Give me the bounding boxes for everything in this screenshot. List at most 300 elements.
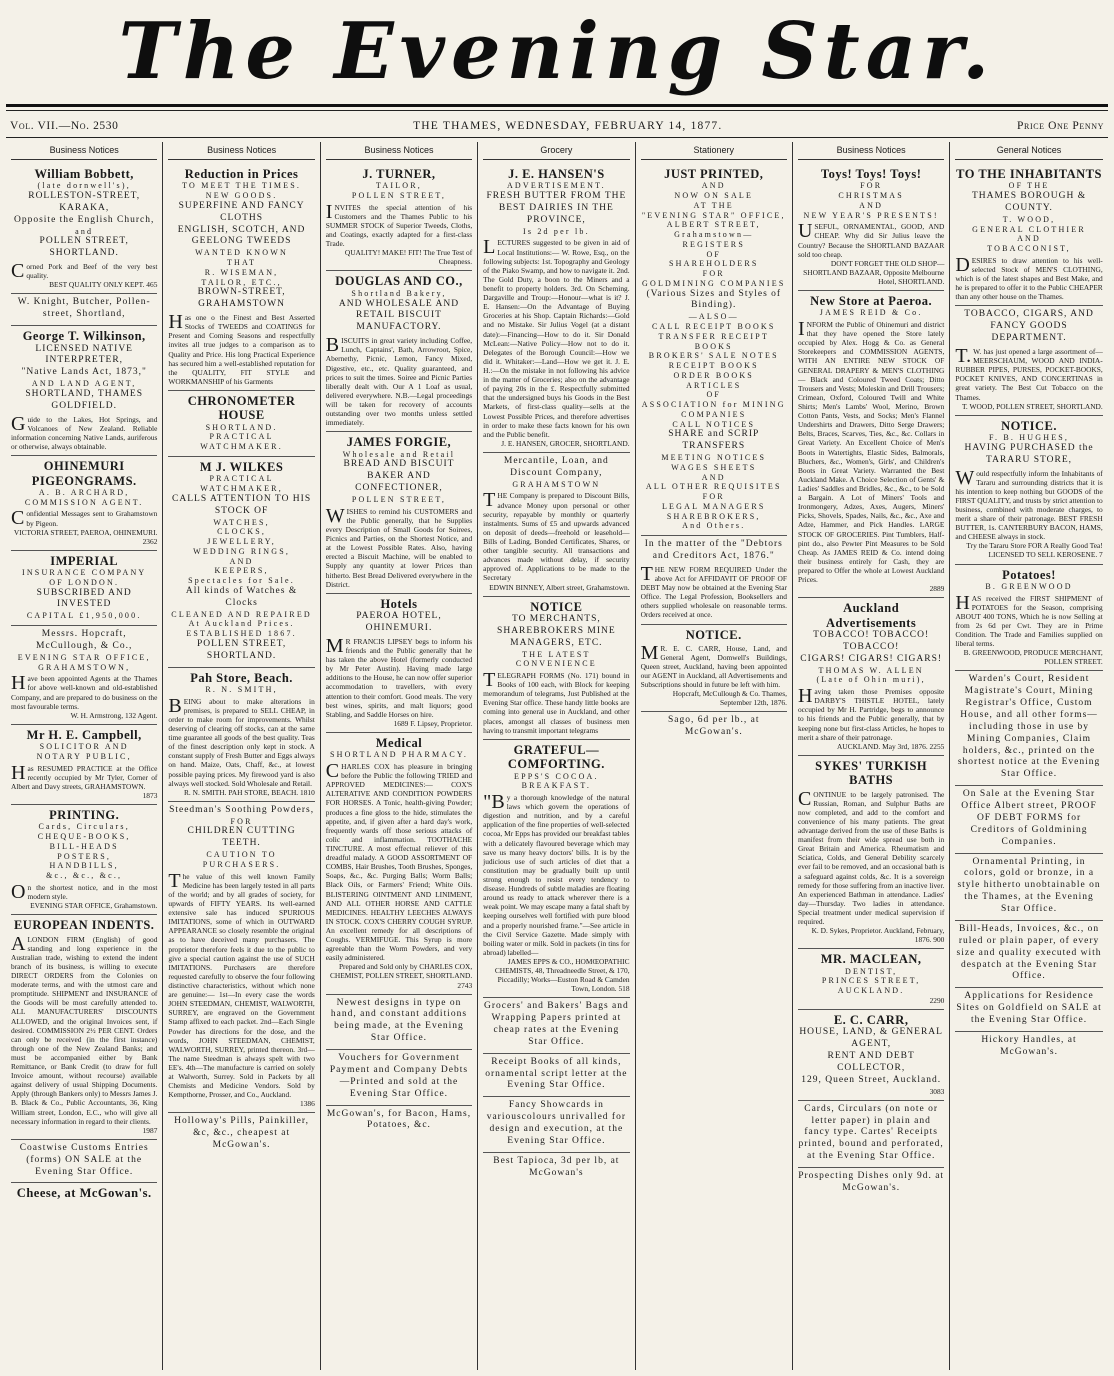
- ad-line: SUPERFINE AND FANCY CLOTHS: [178, 200, 305, 223]
- advertisement: [11, 456, 157, 551]
- ad-title: Reduction in Prices: [184, 166, 299, 181]
- column-1: [6, 142, 163, 1370]
- dateline: [10, 118, 1104, 134]
- ad-title: EUROPEAN INDENTS.: [13, 918, 155, 933]
- ad-title: Applications for Residence Sites on Goldfield on SALE at the Evening Star Office.: [956, 991, 1102, 1026]
- ad-title: Potatoes!: [1002, 567, 1056, 582]
- ad-footer: 1689 F. Lipsey, Proprietor.: [393, 718, 473, 728]
- column-heading: Business Notices: [326, 142, 472, 160]
- ad-line: ORDER BOOKS: [673, 370, 754, 380]
- ad-title: Newest designs in type on hand, and constant additions being made, at the Evening Star Office.: [330, 997, 468, 1044]
- ad-body: T.W. has just opened a large assortment of— MEERSCHAUM, WOOD AND INDIA-RUBBER PIPES, PURSES, POCKET-BOOKS, POCKET KNIVES, AND CONCERTINAS in great variety. The Best Cut Tobacco on the Thames.: [955, 345, 1103, 402]
- ad-line: AT THE: [693, 200, 734, 210]
- ad-line: SOLICITOR AND: [39, 742, 129, 752]
- ad-line: SHAREBROKERS,: [666, 511, 761, 521]
- ad-line: SHAREHOLDERS: [668, 259, 759, 269]
- ad-line: SHARE and SCRIP TRANSFERS: [668, 429, 760, 452]
- ad-line: Opposite the English Church,: [13, 214, 155, 225]
- ad-title: Cards, Circulars (on note or letter paper) in plain and fancy type. Cartes' Receipts printed, bound and perforated, at the Evening Star Office.: [798, 1103, 944, 1162]
- advertisement: [11, 1140, 157, 1184]
- advertisement: [483, 453, 629, 597]
- advertisement: [11, 626, 157, 725]
- ad-footer: Prepared and Sold only by CHARLES COX, CHEMIST, POLLEN STREET, SHORTLAND. 2743: [330, 962, 473, 990]
- advertisement: [11, 164, 157, 295]
- ad-title: OHINEMURI PIGEONGRAMS.: [31, 459, 137, 488]
- ad-title: Grocers' and Bakers' Bags and Wrapping Papers printed at cheap rates at the Evening Star Office.: [483, 1001, 629, 1047]
- column-heading: Stationery: [641, 142, 787, 160]
- ad-title: M J. WILKES: [199, 459, 284, 474]
- ad-title: Auckland Advertisements: [825, 601, 917, 630]
- ad-line: AND: [1017, 234, 1041, 244]
- ad-footer: Try the Tararu Store FOR A Really Good Tea! LICENSED TO SELL KEROSENE. 7: [966, 541, 1103, 560]
- ad-title: Pah Store, Beach.: [190, 670, 293, 685]
- ad-body: MR. E. C. CARR, House, Land, and General Agent, Domwell's Buildings, Queen street, Auckland, having been appointed our AGENT in Auckland, all Advertisements and Subscriptions should in future be left with him.: [640, 641, 787, 690]
- ad-line: LEGAL MANAGERS: [661, 501, 766, 511]
- ad-footer: 1386: [300, 1099, 315, 1109]
- ad-line: OF LONDON.: [49, 577, 120, 587]
- ad-title: DOUGLAS AND CO.,: [335, 274, 463, 289]
- ad-footer: AUCKLAND. May 3rd, 1876. 2255: [836, 741, 945, 751]
- advertisement: [326, 1050, 472, 1106]
- advertisement: [326, 164, 472, 271]
- ad-line: TOBACCONIST,: [987, 244, 1071, 254]
- ad-title: TOBACCO, CIGARS, AND FANCY GOODS DEPARTMENT.: [964, 309, 1094, 344]
- ad-title: Medical: [375, 735, 423, 750]
- ad-line: "Native Lands Act, 1873,": [21, 367, 147, 378]
- advertisement: [326, 271, 472, 432]
- advertisement: [955, 786, 1102, 853]
- ad-line: BROWN-STREET, GRAHAMSTOWN: [197, 287, 286, 310]
- advertisement: [326, 1106, 472, 1137]
- advertisement: [11, 294, 157, 326]
- ad-line: T. WOOD,: [1002, 214, 1056, 224]
- advertisement: [798, 1168, 944, 1199]
- ad-line: Spectacles for Sale.: [188, 576, 296, 586]
- ad-line: RENT AND DEBT COLLECTOR,: [827, 1051, 915, 1073]
- ad-line: Cards, Circulars,: [38, 822, 130, 832]
- ad-body: CONTINUE to be largely patronised. The Russian, Roman, and Sulphur Baths are now completed, and add to the comfort and convenience of his many patients. The great advantage derived from the use of these Baths is manifest from their wide spread use both in Great Britain and America. Rheumatism and Sciatica, Colds, and General Debility scarcely ever fail to be removed, and an occasional bath is a safeguard against colds, &c. It is a sovereign remedy for those suffering from an inactive liver. An experienced Bathman in attendance. Ladies' day—Thursday. Two ladies in attendance. Special treatment under medical supervision if required.: [797, 787, 945, 927]
- ad-line: INSURANCE COMPANY: [21, 568, 147, 578]
- ad-line: B. GREENWOOD: [985, 581, 1073, 591]
- advertisement: [483, 1054, 629, 1098]
- ad-body: Guide to the Lakes, Hot Springs, and Volcanoes of New Zealand. Reliable information concerning Native Lands, auriferous or otherwise, always obtainable.: [11, 412, 158, 452]
- ad-line: ENGLISH, SCOTCH, AND GEELONG TWEEDS: [177, 224, 306, 247]
- advertisement: [641, 625, 787, 713]
- ad-footer: T. WOOD, POLLEN STREET, SHORTLAND.: [961, 401, 1103, 411]
- ad-body: INFORM the Public of Ohinemuri and district that they have opened the Store lately occupied by Alex. Hogg & Co. as General Storekeepers and COMMISSION AGENTS, WITH AN ENTIRE NEW STOCK OF GENERAL DRAPERY & MEN'S CLOTHING— Black and Coloured Tweed Coats; Ditto Trousers and Vests; Moleskin and Drill Trousers; Crimean, Oxford, Coloured Twill and White Shirts; Men's Lambs' Wool, Merino, Brown Cotton Pants, Vests, and Socks; Men's Flannel Undershirts and Drawers, Ditto Serge Drawers; Belts, Braces, Scarves, Ties, &c., &c. Collars in Great Variety. An Excellent Choice of Men's Boots in Watertights, Elastic Sides, Balmorals, Bluchers, &c., Women's, Girls', and Children's Boots in Great Variety. Warranted the Best Auckland Make. A Choice Selection of Gents' & Ladies' Saddles and Bridles, &c., &c., to be Sold a Bargain. A Lot of Miners' Tools and Ironmongery, Adzes, Axes, Augers, Miners' Picks, Shovels, Spades, Nails, &c., &c., Axe and Adze, Hammer, and Pick Handles. LARGE STOCK OF GROCERIES. Pint Tumblers, Half-pint do., also Pewter Pint Measures to be Sold Cheap. As JAMES REID & Co. intend doing their business entirely for Cash, they are prepared to Offer the whole at Lowest Auckland Prices.: [797, 318, 945, 585]
- ad-title: Prospecting Dishes only 9d. at McGowan's.: [798, 1171, 945, 1193]
- ad-line: SHORTLAND.: [205, 422, 278, 432]
- ad-body: The value of this well known Family Medicine has been largely tested in all parts of the world; and by all grades of society, for upwards of FIFTY YEARS. Its well-earned extensive sale has induced SPURIOUS IMITATIONS, some of which in OUTWARD APPEARANCE so closely resemble the original as to have deceived many purchasers. The proprietor therefore feels it due to the public to give a special caution against the use of SUCH IMITATIONS. Purchasers are therefore requested carefully to observe the four following distinctive characteristics, without which none are genuine:— 1st—In every case the words JOHN STEEDMAN, CHEMIST, WALWORTH, SURREY, are engraved on the Government Stamp affixed to each packet. 2nd—Each Single Powder has directions for the dose, and the words, JOHN STEEDMAN, CHEMIST, WALWORTH, SURREY, printed thereon. 3rd—The name Steedman is always spelt with two EE's. 4th—The manufacture is carried on solely at Walworth, Surrey. Sold in Packets by all Chemists and Medicine Vendors. Sold by Kempthorne, Prosser, and Co., Auckland.: [168, 869, 315, 1100]
- ad-line: FRESH BUTTER FROM THE BEST DAIRIES IN THE PROVINCE,: [486, 191, 627, 225]
- ad-title: PRINTING.: [49, 808, 120, 823]
- ad-title: JAMES FORGIE,: [346, 435, 452, 450]
- ad-body: LECTURES suggested to be given in aid of Local Institutions:— W. Rowe, Esq., on the following subjects: 1st. Topography and Geology of the Piako Swamp, and how to navigate it. 2nd. The Gold Duty, a boon to the Miners and a benefit to property holders. 3rd. On Scheming. Dargaville and Troup:—Honour—what is it? J. E. Hansen:—On the Advantage of Buying Groceries at his Shop. Captain Richards:—Gold and no Mistake. Sir Julius Vogel (at a distant date):—Financing—How to do it. Sir Donald McLean:—Native Policy—How not to do it. Delegates of the Borough Council:—How we did it. Whitaker:—Land—How we get it. J. E. H.:—On the mistake in not following his advice in the matter of Groceries; also on the advantage of paying 20s in the £. Respectfully submitted that the undersigned buys his Goods in the Best Markets, of first-class quality—sells at the Lowest Possible Prices, and therefore advertises in order to make these facts known for his own and the Public benefit.: [483, 236, 630, 439]
- ad-title: GRATEFUL—COMFORTING.: [507, 742, 605, 772]
- advertisement: [326, 733, 472, 995]
- ad-footer: B. GREENWOOD, PRODUCE MERCHANT, POLLEN STREET.: [963, 648, 1103, 667]
- ad-title: NOTICE.: [685, 627, 742, 642]
- ad-line: EVENING STAR OFFICE,: [17, 652, 151, 662]
- ad-line: BROKERS' SALE NOTES: [648, 351, 779, 361]
- ad-footer: 1987: [142, 1125, 158, 1135]
- advertisement: [483, 164, 629, 453]
- advertisement: [955, 988, 1102, 1032]
- ad-line: OF THE: [1008, 181, 1050, 191]
- ad-line: BREAD AND BISCUIT BAKER AND CONFECTIONER,: [343, 459, 455, 494]
- ad-body: BEING about to make alterations in premises, is prepared to SELL CHEAP, in order to make room for improvements. Whilst deserving of clearing off stocks, can at the same time guarantee all goods of the best quality. Teas of the finest description only kept in stock. A constant supply of Fresh Butter and Eggs always on hand. Maize, Oats, Chaff, &c., at lowest possible paying prices. My firewood yard is also always well stocked. Sold Wholesale and Retail.: [168, 694, 315, 788]
- column-heading: Business Notices: [11, 142, 157, 160]
- ad-line: WATCHMAKER.: [200, 442, 283, 452]
- ad-line: OF: [706, 390, 722, 400]
- ad-body: THE Company is prepared to Discount Bills, advance Money upon personal or other security, repayable by monthly or quarterly instalments. Sums of £5 and upwards advanced on deposit of deeds—freehold or leasehold—Bills of Lading, Bonded Certificates, Shares, or other tangible security. All transactions and advances made without delay, if security approved of. Applications to be made to the Secretary: [483, 489, 630, 583]
- advertisement: [798, 949, 944, 1010]
- advertisement: [798, 756, 944, 949]
- ad-body: WISHES to remind his CUSTOMERS and the Public generally, that he Supplies every Description of Small Goods for Soirees, Picnics and Parties, on the Shortest Notice, and at the Lowest Possible Rates. Also, having erected a Biscuit Machine, will be enabled to Supply any quantity at lower Prices than hitherto. Best Bread Delivered everywhere in the District.: [325, 504, 473, 589]
- advertisement: [483, 1097, 629, 1153]
- ad-title: Steedman's Soothing Powders,: [169, 804, 315, 815]
- advertisement: [955, 921, 1102, 988]
- ad-title: Cheese, at McGowan's.: [16, 1186, 152, 1201]
- ad-title: Sago, 6d per lb., at McGowan's.: [668, 715, 760, 738]
- advertisement: [326, 432, 472, 593]
- ad-title: Toys! Toys! Toys!: [820, 166, 922, 181]
- ad-line: BREAKFAST.: [521, 781, 592, 791]
- ad-line: TAILOR, ETC.,: [201, 277, 282, 287]
- ad-line: THOMAS W. ALLEN: [818, 665, 924, 675]
- ad-title: On Sale at the Evening Star Office Albert street, PROOF OF DEBT FORMS for Creditors of Goldmining Companies.: [961, 789, 1097, 847]
- ad-title: NOTICE: [530, 599, 583, 614]
- ad-line: WAGES SHEETS: [671, 462, 757, 472]
- ad-title: Holloway's Pills, Painkiller, &c, &c., cheapest at McGowan's.: [174, 1116, 309, 1151]
- advertisement: [11, 551, 157, 626]
- advertisement: [483, 1153, 629, 1184]
- ad-line: COMMISSION AGENT.: [24, 497, 144, 507]
- ad-body: On the shortest notice, and in the most modern style.: [11, 880, 158, 903]
- advertisement: [168, 391, 314, 457]
- ad-line: ARTICLES: [686, 380, 742, 390]
- ad-body: Have been appointed Agents at the Thames for above well-known and old-established Company, and are prepared to do business on the most favourable terms.: [11, 672, 158, 711]
- ad-line: AUCKLAND.: [837, 986, 905, 996]
- ad-body: CHARLES COX has pleasure in bringing before the Public the following TRIED and APPROVED MEDICINES:— COX'S ALTERATIVE AND CONDITION POWDERS FOR HORSES. A Tonic, health-giving Powder; produces a fine gloss to the hide, stimulates the appetite, and, if given after a hard day's work, frequently wards off those serious attacks of colic and inflammation. TOOTHACHE TINCTURE. A most effectual reliever of this dreadful malady. A GOOD ASSORTMENT OF COMBS, Hair Brushes, Tooth Brushes, Sponges, Soaps, &c., &c. Purging Balls; Worm Balls; Black Oils, or Farmers' Friend; White Oils. BLISTERING OINTMENT AND LINIMENT, AND ALL OTHER HORSE AND CATTLE MEDICINES. HEALTHY LEECHES ALWAYS IN STOCK. COX'S CHERRY COUGH SYRUP. An excellent remedy for all descriptions of Coughs. VERMIFUGE. This Syrup is more agreeable than the Worm Powders, and very easily administered.: [325, 760, 473, 963]
- ad-footer: 2290: [929, 995, 945, 1005]
- ad-footer: 2889: [929, 584, 945, 594]
- ad-title: McGowan's, for Bacon, Hams, Potatoes, &c.: [326, 1108, 472, 1131]
- ad-line: ADVERTISEMENT.: [506, 181, 606, 191]
- ad-footer: EVENING STAR OFFICE, Grahamstown.: [30, 901, 158, 911]
- column-6: [793, 142, 950, 1370]
- column-heading: Grocery: [483, 142, 629, 160]
- ad-line: &c., &c., &c.,: [46, 871, 123, 881]
- ad-title: JUST PRINTED,: [664, 166, 764, 181]
- ad-body: Confidential Messages sent to Grahamstown by Pigeon.: [11, 507, 158, 530]
- ad-title: W. Knight, Butcher, Pollen-street, Shortland,: [17, 297, 151, 320]
- column-heading: Business Notices: [798, 142, 944, 160]
- ad-title: MR. MACLEAN,: [820, 952, 922, 967]
- ad-line: All kinds of Watches & Clocks: [185, 585, 298, 608]
- ad-line: LICENSED NATIVE INTERPRETER,: [35, 343, 133, 366]
- ad-line: TAILOR,: [375, 181, 423, 191]
- ad-line: PRACTICAL: [209, 432, 274, 442]
- ad-line: WEDDING RINGS,: [193, 546, 291, 556]
- ad-title: Warden's Court, Resident Magistrate's Court, Mining Registrar's Office, Custom House, and all other forms—including those in use by Mining Companies, Claim holders, &c., printed on the shortest notice at the Evening Star Office.: [957, 674, 1101, 780]
- advertisement: [168, 802, 314, 1114]
- column-heading: General Notices: [955, 142, 1102, 160]
- ad-line: POLLEN STREET, SHORTLAND.: [196, 638, 287, 661]
- ad-line: FOR: [702, 269, 725, 279]
- advertisement: [798, 1101, 944, 1168]
- ad-footer: W. H. Armstrong, 132 Agent.: [70, 710, 158, 720]
- ad-line: ALL OTHER REQUISITES: [645, 482, 782, 492]
- ad-line: (late dornwell's),: [37, 181, 131, 191]
- ad-line: AND: [701, 472, 726, 482]
- ad-title: Vouchers for Government Payment and Company Debts—Printed and sold at the Evening Star Office.: [329, 1053, 469, 1099]
- ad-body: INVITES the special attention of his Customers and the Thames Public to his SUMMER STOCK of Superior Tweeds, Cloths, and Coatings, exactly adapted for a first-class Trade.: [325, 200, 473, 249]
- ad-line: AND LAND AGENT,: [31, 379, 137, 389]
- ad-line: ROLLESTON-STREET, KARAKA,: [28, 191, 141, 213]
- ad-line: BILL-HEADS: [49, 841, 119, 851]
- ad-line: Shortland Bakery,: [351, 288, 447, 298]
- ad-line: THE LATEST CONVENIENCE: [515, 649, 597, 669]
- ad-body: Having taken those Premises opposite DARBY'S THISTLE HOTEL, lately occupied by Mr H. Partridge, begs to announce to his friends and the Public generally, that by keeping none but first-class Articles, he hopes to merit a share of their patronage.: [797, 685, 945, 742]
- ad-line: Wholesale and Retail: [342, 449, 456, 459]
- ad-line: DENTIST,: [844, 966, 898, 976]
- ad-line: WATCHES,: [213, 517, 270, 527]
- column-2: [163, 142, 320, 1370]
- ad-title: Coastwise Customs Entries (forms) ON SALE at the Evening Star Office.: [19, 1142, 149, 1177]
- ad-line: GOLDMINING COMPANIES: [642, 278, 786, 288]
- ad-line: KEEPERS,: [214, 566, 269, 576]
- ad-footer: QUALITY! MAKE! FIT! The True Test of Cheapness.: [344, 248, 473, 267]
- ad-line: CHRISTMAS: [838, 191, 904, 201]
- ad-line: TOBACCO! TOBACCO! TOBACCO!: [813, 629, 930, 652]
- ad-footer: JAMES EPPS & CO., HOMŒOPATHIC CHEMISTS, 48, Threadneedle Street, & 170, Piccadilly; Works—Euston Road & Camden Town, London. 518: [494, 957, 630, 994]
- advertisement: [326, 995, 472, 1051]
- ad-footer: BEST QUALITY ONLY KEPT. 465: [49, 280, 158, 290]
- ad-title: Mr H. E. Campbell,: [26, 727, 142, 742]
- ad-line: A. B. ARCHARD,: [38, 487, 130, 497]
- ad-line: EPPS'S COCOA.: [514, 771, 599, 781]
- ad-title: George T. Wilkinson,: [22, 329, 146, 344]
- column-3: [321, 142, 478, 1370]
- ad-body: BISCUITS in great variety including Coffee, Lunch, Captains', Bath, Arrowroot, Spice, Abernethy, Picnic, Lemon, Fancy Mixed, Digestive, etc., etc. Quality guaranteed, and prices to suit the times. Soiree and Picnic Parties liberally dealt with. Our A 1 Loaf as usual, delivered everywhere. N.B.—Legal proceedings will be taken for recovery of accounts outstanding over two months unless settled immediately.: [325, 334, 473, 428]
- ad-footer: J. E. HANSEN, GROCER, SHORTLAND.: [501, 438, 630, 448]
- ad-line: POSTERS,: [57, 851, 112, 861]
- advertisement: [798, 598, 944, 756]
- ad-line: FOR: [702, 492, 725, 502]
- ad-line: GRAHAMSTOWN,: [38, 662, 131, 672]
- ad-title: Hickory Handles, at McGowan's.: [981, 1034, 1077, 1057]
- ad-title: Receipt Books of all kinds, ornamental script letter at the Evening Star Office.: [485, 1056, 628, 1091]
- ad-line: HAVING PURCHASED the TARARU STORE,: [964, 442, 1094, 465]
- advertisement: [955, 565, 1102, 672]
- ad-line: —ALSO—: [688, 312, 739, 322]
- ad-line: At Auckland Prices.: [188, 619, 295, 629]
- ad-body: Has RESUMED PRACTICE at the Office recently occupied by Mr Tyler, Corner of Albert and Davy streets, GRAHAMSTOWN.: [11, 761, 158, 791]
- advertisement: [11, 326, 157, 456]
- advertisement: [11, 915, 157, 1140]
- column-7: [950, 142, 1107, 1370]
- ad-line: POLLEN STREET,: [351, 191, 447, 201]
- ad-title: Hotels: [380, 596, 418, 611]
- ad-line: MEETING NOTICES: [661, 453, 767, 463]
- advertisement: [798, 291, 944, 598]
- advertisement: [326, 594, 472, 733]
- ad-line: CLEANED AND REPAIRED: [171, 609, 312, 619]
- advertisement: [168, 164, 314, 391]
- ad-footer: R. N. SMITH. PAH STORE, BEACH. 1810: [183, 787, 315, 797]
- ad-body: USEFUL, ORNAMENTAL, GOOD, AND CHEAP. Why did Sir Julius leave the Country? Because the SHORTLAND BAZAAR sold too cheap.: [797, 220, 945, 259]
- ad-line: (Various Sizes and Styles of Binding).: [646, 288, 782, 311]
- ad-title: In the matter of the "Debtors and Creditors Act, 1876.": [644, 539, 783, 561]
- ad-title: NOTICE.: [1001, 418, 1058, 433]
- advertisement: [11, 805, 157, 915]
- advertisement: [955, 1032, 1102, 1063]
- advertisement: [641, 164, 787, 536]
- advertisement: [955, 416, 1102, 565]
- ad-line: NEW GOODS.: [205, 191, 278, 201]
- ad-line: AND WHOLESALE AND RETAIL BISCUIT MANUFACTORY.: [338, 298, 460, 333]
- ad-line: WANTED KNOWN: [195, 248, 288, 258]
- ad-line: PAEROA HOTEL, OHINEMURI.: [356, 611, 442, 634]
- ad-line: (Late of Ohin muri),: [816, 675, 926, 685]
- ad-line: and: [75, 226, 94, 236]
- ad-line: HOUSE, LAND, & GENERAL AGENT,: [799, 1027, 943, 1050]
- ad-line: R. N. SMITH,: [205, 684, 278, 694]
- ad-line: FOR: [230, 816, 253, 826]
- ad-title: William Bobbett,: [34, 166, 134, 181]
- ad-body: HAS received the FIRST SHIPMENT of POTATOES for the Season, comprising ABOUT 400 TONS, Which he is now Selling at from 2s 6d per Cwt. They are in Prime Condition. The Trade and Families supplied on liberal terms.: [955, 591, 1103, 649]
- ad-line: SUBSCRIBED AND INVESTED: [36, 587, 132, 610]
- ad-line: REGISTERS: [682, 239, 745, 249]
- advertisement: [483, 740, 629, 998]
- newspaper-title: The Evening Star.: [118, 6, 996, 97]
- ad-line: CHILDREN CUTTING TEETH.: [187, 826, 296, 849]
- ad-line: F. B. HUGHES,: [988, 433, 1070, 443]
- publication-date: THE THAMES, WEDNESDAY, FEBRUARY 14, 1877.: [413, 120, 723, 132]
- column-heading: Business Notices: [168, 142, 314, 160]
- ad-line: ASSOCIATION for MINING: [641, 400, 786, 410]
- advertisement: [955, 671, 1102, 786]
- masthead-rule-thin: [6, 110, 1108, 111]
- ad-title: TO THE INHABITANTS: [956, 166, 1102, 181]
- ad-body: Would respectfully inform the Inhabitants of Tararu and surrounding districts that it is his intention to keep nothing but GOODS of the FIRST QUALITY, and trusts by strict attention to business, combined with moderate charges, to merit a share of their patronage. BEST FRESH BUTTER, 1s. CANTERBURY BACON, HAMS, and CHEESE always in stock.: [955, 466, 1103, 542]
- ad-footer: EDWIN BINNEY, Albert street, Grahamstown.: [489, 582, 630, 592]
- advertisement: [168, 1113, 314, 1156]
- ad-title: J. E. HANSEN'S: [508, 166, 605, 181]
- ad-title: IMPERIAL: [50, 553, 119, 568]
- ad-line: TRANSFER RECEIPT BOOKS: [658, 331, 770, 351]
- ad-line: ESTABLISHED 1867.: [186, 629, 297, 639]
- advertisement: [798, 1010, 944, 1101]
- ad-line: CALL NOTICES: [672, 419, 756, 429]
- ad-line: PRACTICAL WATCHMAKER,: [200, 474, 283, 494]
- ad-footer: Hopcraft, McCullough & Co. Thames, September 12th, 1876.: [672, 689, 787, 708]
- ad-body: DESIRES to draw attention to his well-selected Stock of MEN'S CLOTHING, which is of the latest shapes and Best Make, and he is prepared to offer it to the Public CHEAPER than any other house on the Thames.: [955, 253, 1103, 302]
- ad-line: Grahamstown—: [674, 230, 754, 240]
- ad-footer: 1873: [142, 790, 158, 800]
- ad-line: TO MERCHANTS, SHAREBROKERS MINE MANAGERS, ETC.: [497, 613, 616, 648]
- ad-body: TELEGRAPH FORMS (No. 171) bound in Books of 100 each, with Block for keeping memorandum of telegrams, Just Published at the Evening Star office. These handy little books are coming into general use in Auckland, and other places, amongst all classes of business men having to transmit important telegrams: [483, 669, 630, 735]
- ad-line: R. WISEMAN,: [204, 267, 279, 277]
- ad-line: FOR: [860, 181, 883, 191]
- ad-line: "EVENING STAR" OFFICE,: [641, 210, 786, 220]
- ad-line: ALBERT STREET,: [666, 220, 761, 230]
- advertisement: [641, 712, 787, 743]
- ad-line: SHORTLAND PHARMACY.: [329, 750, 469, 760]
- ad-title: CHRONOMETER HOUSE: [187, 393, 296, 423]
- ad-line: NOW ON SALE: [674, 191, 754, 201]
- advertisement: [483, 998, 629, 1054]
- advertisement: [798, 164, 944, 291]
- ad-line: POLLEN STREET, SHORTLAND.: [39, 236, 129, 259]
- ad-line: GRAHAMSTOWN: [512, 479, 601, 489]
- advertisement: [955, 306, 1102, 415]
- advertisement: [11, 725, 157, 805]
- ad-line: NEW YEAR'S PRESENTS!: [803, 210, 939, 220]
- masthead-rule: [6, 104, 1108, 107]
- ad-line: POLLEN STREET,: [351, 495, 447, 505]
- masthead: [0, 8, 1114, 96]
- advertisement: [168, 668, 314, 802]
- ad-title: J. TURNER,: [362, 166, 436, 181]
- advertisement: [955, 854, 1102, 921]
- ad-line: AND: [229, 556, 254, 566]
- ad-line: AND: [859, 200, 884, 210]
- ad-line: TO MEET THE TIMES.: [182, 181, 302, 191]
- ad-line: CLOCKS,: [217, 527, 267, 537]
- ad-line: And Others.: [682, 521, 746, 531]
- ad-footer: K. D. Sykes, Proprietor. Auckland, February, 1876. 900: [811, 926, 945, 945]
- ad-footer: VICTORIA STREET, PAEROA, OHINEMURI. 2362: [13, 527, 158, 546]
- ad-body: "By a thorough knowledge of the natural laws which govern the operations of digestion and nutrition, and by a careful application of the fine properties of well-selected cocoa, Mr Epps has provided our breakfast tables with a delicately flavoured beverage which may save us many heavy doctors' bills. It is by the judicious use of such articles of diet that a constitution may be gradually built up until strong enough to resist every tendency to disease. Hundreds of subtle maladies are floating around us ready to attack wherever there is a weak point. We may escape many a fatal shaft by keeping ourselves well fortified with pure blood and a properly nourished frame."—See article in the Civil Service Gazette. Made simply with boiling water or milk. Sold in packets (in tins for abroad) labelled—: [483, 791, 630, 957]
- ad-line: NOTARY PUBLIC,: [36, 751, 132, 761]
- ad-line: COMPANIES: [681, 409, 747, 419]
- ad-line: THAMES BOROUGH & COUNTY.: [971, 191, 1087, 213]
- ad-line: HANDBILLS,: [49, 861, 119, 871]
- ad-line: GENERAL CLOTHIER: [972, 224, 1086, 234]
- ad-line: OF: [706, 249, 722, 259]
- ad-line: CIGARS! CIGARS! CIGARS!: [800, 653, 943, 664]
- ad-title: New Store at Paeroa.: [810, 293, 933, 308]
- volume-number: Vol. VII.—No. 2530: [10, 120, 119, 132]
- ad-line: THAT: [226, 258, 257, 268]
- ad-title: Best Tapioca, 3d per lb, at McGowan's: [493, 1155, 620, 1178]
- ad-line: CAUTION TO PURCHASERS.: [202, 850, 281, 869]
- ad-line: CHEQUE-BOOKS,: [37, 832, 131, 842]
- ad-title: Bill-Heads, Invoices, &c., on ruled or plain paper, of every size and quality executed with despatch at the Evening Star Office.: [956, 923, 1102, 982]
- price: Price One Penny: [1017, 120, 1104, 132]
- advertisement: [168, 457, 314, 668]
- columns: [6, 142, 1108, 1370]
- ad-line: AND: [701, 181, 726, 191]
- ad-line: CALL RECEIPT BOOKS: [651, 322, 776, 332]
- ad-line: CAPITAL £1,950,000.: [26, 611, 142, 621]
- ad-footer: DON'T FORGET THE OLD SHOP— SHORTLAND BAZAAR, Opposite Melbourne Hotel, SHORTLAND.: [803, 258, 945, 286]
- ad-line: SHORTLAND, THAMES GOLDFIELD.: [25, 388, 143, 411]
- advertisement: [641, 536, 787, 624]
- ad-title: Messrs. Hopcraft, McCullough, & Co.,: [36, 629, 133, 651]
- advertisement: [11, 1183, 157, 1204]
- ad-line: 129, Queen Street, Auckland.: [801, 1074, 942, 1085]
- ad-line: JEWELLERY,: [207, 537, 276, 547]
- advertisement: [955, 164, 1102, 306]
- ad-body: Corned Pork and Beef of the very best quality.: [11, 260, 158, 283]
- ad-line: Is 2d per lb.: [522, 226, 590, 236]
- ad-body: THE NEW FORM REQUIRED Under the above Act for AFFIDAVIT OF PROOF OF DEBT May now be obtained at the Evening Star Office. The Legal Profession, Booksellers and others supplied wholesale on reasonable terms. Orders received at once.: [640, 562, 787, 620]
- ad-title: Ornamental Printing, in colors, gold or bronze, in a style hitherto unobtainable on the Thames, at the Evening Star Office.: [957, 856, 1101, 915]
- ad-line: RECEIPT BOOKS: [668, 361, 759, 371]
